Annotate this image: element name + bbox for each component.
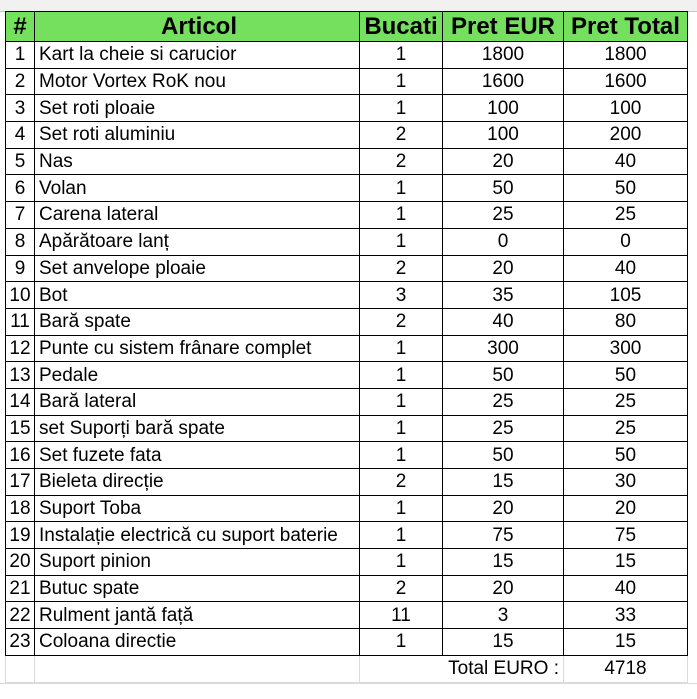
cell-price-eur[interactable]: 100 — [443, 122, 564, 149]
cell-price-eur[interactable]: 20 — [443, 255, 564, 282]
cell-price-eur[interactable]: 25 — [443, 415, 564, 442]
total-row — [6, 655, 688, 682]
cell-num[interactable]: 6 — [6, 175, 35, 202]
cell-price-total[interactable]: 40 — [564, 255, 688, 282]
cell-pieces[interactable]: 1 — [360, 442, 443, 469]
table-row — [6, 549, 688, 576]
cell-num[interactable]: 19 — [6, 522, 35, 549]
cell-article[interactable]: Pedale — [35, 362, 360, 389]
cell-article[interactable]: Volan — [35, 175, 360, 202]
cell-num[interactable]: 13 — [6, 362, 35, 389]
cell-num[interactable]: 14 — [6, 388, 35, 415]
cell-pieces[interactable]: 3 — [360, 282, 443, 309]
cell-price-eur[interactable]: 20 — [443, 495, 564, 522]
cell-article[interactable]: Bară spate — [35, 308, 360, 335]
cell-article[interactable]: Bară lateral — [35, 388, 360, 415]
cell-pieces[interactable]: 1 — [360, 388, 443, 415]
cell-price-eur[interactable]: 300 — [443, 335, 564, 362]
header-article[interactable]: Articol — [35, 12, 360, 42]
table-row — [6, 308, 688, 335]
cell-price-total[interactable]: 300 — [564, 335, 688, 362]
table-row — [6, 95, 688, 122]
cell-num[interactable]: 12 — [6, 335, 35, 362]
table-row — [6, 42, 688, 69]
cell-price-eur[interactable]: 100 — [443, 95, 564, 122]
cell-price-total[interactable]: 15 — [564, 549, 688, 576]
cell-article[interactable]: Suport pinion — [35, 549, 360, 576]
cell-price-eur[interactable]: 50 — [443, 362, 564, 389]
cell-pieces[interactable]: 2 — [360, 575, 443, 602]
cell-article[interactable]: Rulment jantă față — [35, 602, 360, 629]
cell-price-total[interactable]: 100 — [564, 95, 688, 122]
cell-price-eur[interactable]: 20 — [443, 148, 564, 175]
cell-article[interactable]: Kart la cheie si carucior — [35, 42, 360, 69]
cell-pieces[interactable]: 1 — [360, 495, 443, 522]
cell-price-eur[interactable]: 3 — [443, 602, 564, 629]
cell-price-eur[interactable]: 15 — [443, 629, 564, 656]
table-row — [6, 522, 688, 549]
cell-num[interactable]: 21 — [6, 575, 35, 602]
table-row — [6, 575, 688, 602]
cell-num[interactable]: 20 — [6, 549, 35, 576]
header-pieces[interactable]: Bucati — [360, 12, 443, 42]
cell-price-eur[interactable]: 40 — [443, 308, 564, 335]
cell-price-total[interactable]: 105 — [564, 282, 688, 309]
cell-pieces[interactable]: 1 — [360, 202, 443, 229]
cell-num[interactable]: 23 — [6, 629, 35, 656]
cell-num[interactable]: 10 — [6, 282, 35, 309]
cell-price-eur[interactable]: 35 — [443, 282, 564, 309]
cell-num[interactable]: 2 — [6, 68, 35, 95]
cell-pieces[interactable]: 1 — [360, 42, 443, 69]
cell-price-total[interactable]: 200 — [564, 122, 688, 149]
cell-price-eur[interactable]: 15 — [443, 549, 564, 576]
cell-price-total[interactable]: 15 — [564, 629, 688, 656]
table-row — [6, 388, 688, 415]
cell-price-total[interactable]: 20 — [564, 495, 688, 522]
cell-price-total[interactable]: 25 — [564, 388, 688, 415]
cell-num[interactable]: 15 — [6, 415, 35, 442]
table-row — [6, 282, 688, 309]
cell-pieces[interactable]: 2 — [360, 469, 443, 496]
table-row — [6, 255, 688, 282]
cell-pieces[interactable]: 1 — [360, 68, 443, 95]
cell-price-eur[interactable]: 25 — [443, 202, 564, 229]
cell-article[interactable]: Set roti aluminiu — [35, 122, 360, 149]
cell-article[interactable]: Bot — [35, 282, 360, 309]
cell-num[interactable]: 9 — [6, 255, 35, 282]
cell-pieces[interactable]: 2 — [360, 255, 443, 282]
table-row — [6, 495, 688, 522]
cell-pieces[interactable]: 11 — [360, 602, 443, 629]
total-empty-cell[interactable] — [35, 655, 360, 682]
cell-num[interactable]: 11 — [6, 308, 35, 335]
cell-pieces[interactable]: 1 — [360, 415, 443, 442]
table-row — [6, 629, 688, 656]
cell-pieces[interactable]: 1 — [360, 362, 443, 389]
cell-article[interactable]: Butuc spate — [35, 575, 360, 602]
table-row — [6, 415, 688, 442]
cell-num[interactable]: 7 — [6, 202, 35, 229]
cell-article[interactable]: Coloana directie — [35, 629, 360, 656]
cell-num[interactable]: 18 — [6, 495, 35, 522]
cell-pieces[interactable]: 2 — [360, 122, 443, 149]
cell-price-eur[interactable]: 15 — [443, 469, 564, 496]
cell-price-eur[interactable]: 75 — [443, 522, 564, 549]
table-row — [6, 175, 688, 202]
cell-num[interactable]: 8 — [6, 228, 35, 255]
cell-price-total[interactable]: 25 — [564, 415, 688, 442]
header-row — [6, 12, 688, 42]
cell-article[interactable]: Bieleta direcție — [35, 469, 360, 496]
cell-price-eur[interactable]: 20 — [443, 575, 564, 602]
table-row — [6, 202, 688, 229]
cell-num[interactable]: 16 — [6, 442, 35, 469]
total-value[interactable]: 4718 — [564, 655, 688, 682]
cell-price-total[interactable]: 50 — [564, 175, 688, 202]
cell-price-eur[interactable]: 0 — [443, 228, 564, 255]
cell-price-eur[interactable]: 25 — [443, 388, 564, 415]
cell-article[interactable]: Apărătoare lanț — [35, 228, 360, 255]
cell-price-total[interactable]: 50 — [564, 442, 688, 469]
cell-price-total[interactable]: 1800 — [564, 42, 688, 69]
total-empty-cell[interactable] — [6, 655, 35, 682]
cell-price-total[interactable]: 80 — [564, 308, 688, 335]
cell-article[interactable]: Carena lateral — [35, 202, 360, 229]
cell-num[interactable]: 22 — [6, 602, 35, 629]
cell-price-total[interactable]: 25 — [564, 202, 688, 229]
cell-price-total[interactable]: 1600 — [564, 68, 688, 95]
cell-pieces[interactable]: 1 — [360, 522, 443, 549]
cell-price-total[interactable]: 40 — [564, 575, 688, 602]
cell-price-eur[interactable]: 50 — [443, 442, 564, 469]
header-price-total[interactable]: Pret Total — [564, 12, 688, 42]
cell-article[interactable]: Set roti ploaie — [35, 95, 360, 122]
cell-num[interactable]: 3 — [6, 95, 35, 122]
cell-price-total[interactable]: 40 — [564, 148, 688, 175]
cell-article[interactable]: set Suporți bară spate — [35, 415, 360, 442]
table-row — [6, 68, 688, 95]
cell-pieces[interactable]: 2 — [360, 308, 443, 335]
cell-num[interactable]: 5 — [6, 148, 35, 175]
table-row — [6, 602, 688, 629]
empty-grid-area — [0, 683, 697, 699]
cell-pieces[interactable]: 1 — [360, 549, 443, 576]
cell-article[interactable]: Set fuzete fata — [35, 442, 360, 469]
cell-pieces[interactable]: 1 — [360, 95, 443, 122]
total-label[interactable]: Total EURO : — [360, 655, 564, 682]
cell-price-eur[interactable]: 1800 — [443, 42, 564, 69]
cell-num[interactable]: 4 — [6, 122, 35, 149]
cell-price-total[interactable]: 50 — [564, 362, 688, 389]
table-row — [6, 469, 688, 496]
cell-article[interactable]: Instalație electrică cu suport baterie — [35, 522, 360, 549]
cell-pieces[interactable]: 1 — [360, 335, 443, 362]
header-num[interactable]: # — [6, 12, 35, 42]
cell-price-eur[interactable]: 50 — [443, 175, 564, 202]
table-row — [6, 362, 688, 389]
table-row — [6, 228, 688, 255]
cell-price-total[interactable]: 33 — [564, 602, 688, 629]
header-price-eur[interactable]: Pret EUR — [443, 12, 564, 42]
table-row — [6, 335, 688, 362]
cell-article[interactable]: Punte cu sistem frânare complet — [35, 335, 360, 362]
cell-price-total[interactable]: 0 — [564, 228, 688, 255]
table-row — [6, 442, 688, 469]
cell-price-eur[interactable]: 1600 — [443, 68, 564, 95]
cell-pieces[interactable]: 1 — [360, 629, 443, 656]
cell-article[interactable]: Set anvelope ploaie — [35, 255, 360, 282]
table-row — [6, 122, 688, 149]
cell-pieces[interactable]: 2 — [360, 148, 443, 175]
cell-num[interactable]: 17 — [6, 469, 35, 496]
table-row — [6, 148, 688, 175]
price-table — [5, 11, 688, 683]
cell-pieces[interactable]: 1 — [360, 175, 443, 202]
cell-num[interactable]: 1 — [6, 42, 35, 69]
cell-article[interactable]: Suport Toba — [35, 495, 360, 522]
cell-article[interactable]: Nas — [35, 148, 360, 175]
cell-article[interactable]: Motor Vortex RoK nou — [35, 68, 360, 95]
cell-pieces[interactable]: 1 — [360, 228, 443, 255]
cell-price-total[interactable]: 30 — [564, 469, 688, 496]
cell-price-total[interactable]: 75 — [564, 522, 688, 549]
